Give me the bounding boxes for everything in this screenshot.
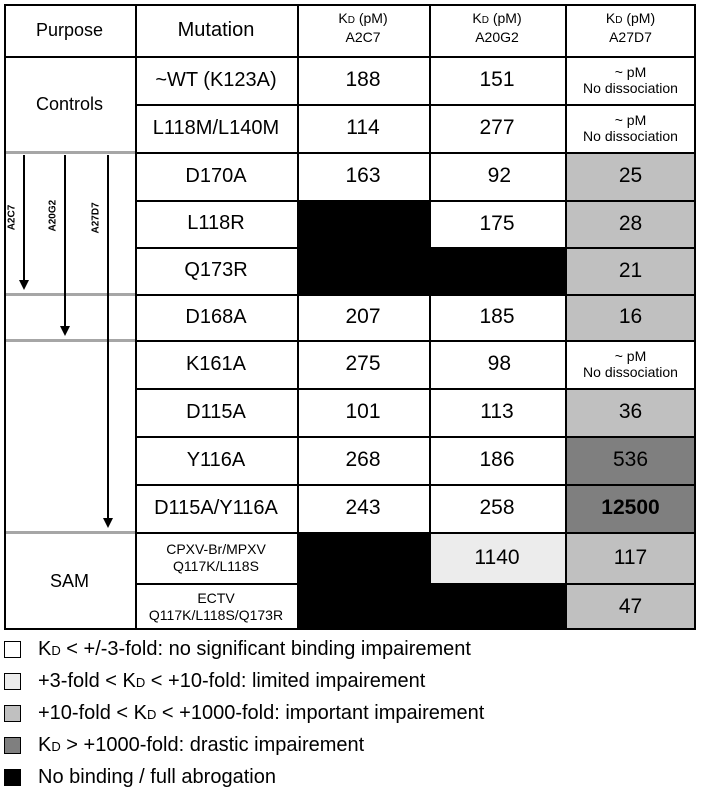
grid-hline <box>135 340 696 342</box>
mutation-cell <box>135 388 297 436</box>
grid-hline <box>135 484 696 486</box>
grid-vline <box>297 4 299 630</box>
kd-a20g2-cell: 175 <box>429 200 565 247</box>
arrow-head <box>60 326 70 336</box>
kd-a27d7-cell: 36 <box>565 388 696 436</box>
no-dissociation-label: ~ pM <box>614 64 647 80</box>
kd-a2c7-cell: 268 <box>297 436 429 484</box>
kd-a2c7-cell: 188 <box>297 56 429 104</box>
mutation-cell <box>135 340 297 388</box>
header-kd-a27d7-line2: A27D7 <box>609 29 652 45</box>
legend-text: +10-fold < KD < +1000-fold: important impairement <box>38 702 485 724</box>
legend-text: +3-fold < KD < +10-fold: limited impairement <box>38 670 426 692</box>
kd-a2c7-cell: 207 <box>297 294 429 340</box>
mutation-cell <box>135 247 297 294</box>
grid-hline <box>135 388 696 390</box>
group-sam: SAM <box>49 570 89 591</box>
kd-a2c7-cell <box>297 200 429 247</box>
legend-text: KD > +1000-fold: drastic impairement <box>38 734 365 756</box>
grid-vline <box>565 4 567 630</box>
mutation-label: ~WT (K123A) <box>155 68 277 91</box>
kd-a2c7-cell <box>297 583 429 630</box>
kd-a27d7-cell: 12500 <box>565 484 696 532</box>
header-kd-a20g2-line1: KD (pM) <box>472 10 522 26</box>
mutation-label: L118R <box>187 212 245 234</box>
mutation-cell <box>135 532 297 583</box>
mutation-cell <box>135 583 297 630</box>
kd-a20g2-cell: 113 <box>429 388 565 436</box>
kd-a20g2-cell: 92 <box>429 152 565 200</box>
kd-a27d7-cell <box>565 104 696 152</box>
kd-a27d7-cell: 25 <box>565 152 696 200</box>
grid-hline <box>135 583 696 585</box>
arrow-label: A20G2 <box>47 199 59 232</box>
kd-a20g2-cell: 151 <box>429 56 565 104</box>
mutation-cell <box>135 436 297 484</box>
header-kd-a20g2-line2: A20G2 <box>475 29 519 45</box>
legend-item <box>4 702 484 725</box>
kd-a20g2-cell <box>429 247 565 294</box>
arrow-head <box>19 280 29 290</box>
mutation-label: D115A/Y116A <box>154 496 278 519</box>
arrow-label: A2C7 <box>6 204 18 231</box>
grid-hline <box>135 152 696 154</box>
kd-a20g2-cell: 1140 <box>429 532 565 583</box>
kd-a20g2-cell: 258 <box>429 484 565 532</box>
arrow-head <box>103 518 113 528</box>
kd-a27d7-cell: 16 <box>565 294 696 340</box>
mutation-label: D170A <box>185 164 247 187</box>
mutation-label: Q117K/L118S/Q173R <box>148 606 284 623</box>
kd-a2c7-cell: 163 <box>297 152 429 200</box>
mutation-label: Q117K/L118S <box>173 557 259 574</box>
grid-vline <box>694 4 696 630</box>
kd-a27d7-cell: 117 <box>565 532 696 583</box>
legend-text: No binding / full abrogation <box>38 766 276 788</box>
mutation-cell <box>135 294 297 340</box>
mutation-cell <box>135 152 297 200</box>
grid-hline <box>135 294 696 296</box>
kd-a20g2-cell: 185 <box>429 294 565 340</box>
mutation-label: K161A <box>185 352 247 375</box>
grid-vline <box>429 4 431 630</box>
epitope-arrows <box>4 4 135 630</box>
header-purpose: Purpose <box>35 19 104 40</box>
no-dissociation-label: ~ pM <box>614 112 647 128</box>
legend-item <box>4 766 276 789</box>
legend-text: KD < +/-3-fold: no significant binding impairement <box>38 638 471 660</box>
header-kd-a2c7-line1: KD (pM) <box>338 10 388 26</box>
kd-a20g2-cell: 186 <box>429 436 565 484</box>
mutation-label: D168A <box>185 305 247 328</box>
kd-a2c7-cell <box>297 247 429 294</box>
grid-vline <box>135 4 137 630</box>
header-mutation: Mutation <box>177 18 255 41</box>
grid-hline <box>135 104 696 106</box>
legend-item <box>4 638 471 661</box>
group-controls: Controls <box>35 93 104 114</box>
mutation-cell <box>135 484 297 532</box>
mutation-label: ECTV <box>197 589 235 606</box>
header-kd-a2c7-line2: A2C7 <box>345 29 381 45</box>
kd-a20g2-cell <box>429 583 565 630</box>
kd-a2c7-cell: 243 <box>297 484 429 532</box>
header-kd-a20g2 <box>429 4 565 56</box>
kd-a27d7-cell: 536 <box>565 436 696 484</box>
no-dissociation-label: No dissociation <box>583 80 678 96</box>
kd-a27d7-cell: 47 <box>565 583 696 630</box>
legend-item <box>4 734 364 757</box>
grid-hline <box>135 200 696 202</box>
no-dissociation-label: No dissociation <box>583 128 678 144</box>
kd-a27d7-cell <box>565 56 696 104</box>
mutation-label: CPXV-Br/MPXV <box>166 540 266 557</box>
kd-a27d7-cell <box>565 340 696 388</box>
kd-a2c7-cell <box>297 532 429 583</box>
mutation-cell <box>135 56 297 104</box>
header-kd-a27d7-line1: KD (pM) <box>605 10 656 26</box>
legend-swatch <box>4 673 21 690</box>
legend-item <box>4 670 425 693</box>
legend-swatch <box>4 641 21 658</box>
kd-a20g2-cell: 98 <box>429 340 565 388</box>
mutation-cell <box>135 104 297 152</box>
no-dissociation-label: No dissociation <box>583 364 678 380</box>
header-kd-a27d7 <box>565 4 696 56</box>
mutation-label: D115A <box>186 400 246 423</box>
legend-swatch <box>4 769 21 786</box>
mutation-label: Q173R <box>184 259 248 281</box>
header-kd-a2c7 <box>297 4 429 56</box>
legend-swatch <box>4 737 21 754</box>
kd-a27d7-cell: 21 <box>565 247 696 294</box>
legend-swatch <box>4 705 21 722</box>
grid-hline <box>135 247 696 249</box>
mutation-cell <box>135 200 297 247</box>
kd-a2c7-cell: 101 <box>297 388 429 436</box>
kd-a2c7-cell: 114 <box>297 104 429 152</box>
kd-a27d7-cell: 28 <box>565 200 696 247</box>
arrow-label: A27D7 <box>90 202 102 234</box>
no-dissociation-label: ~ pM <box>614 348 647 364</box>
grid-hline <box>135 436 696 438</box>
kd-a20g2-cell: 277 <box>429 104 565 152</box>
mutation-label: Y116A <box>186 448 246 471</box>
kd-a2c7-cell: 275 <box>297 340 429 388</box>
mutation-label: L118M/L140M <box>152 116 280 139</box>
binding-table <box>4 4 696 630</box>
